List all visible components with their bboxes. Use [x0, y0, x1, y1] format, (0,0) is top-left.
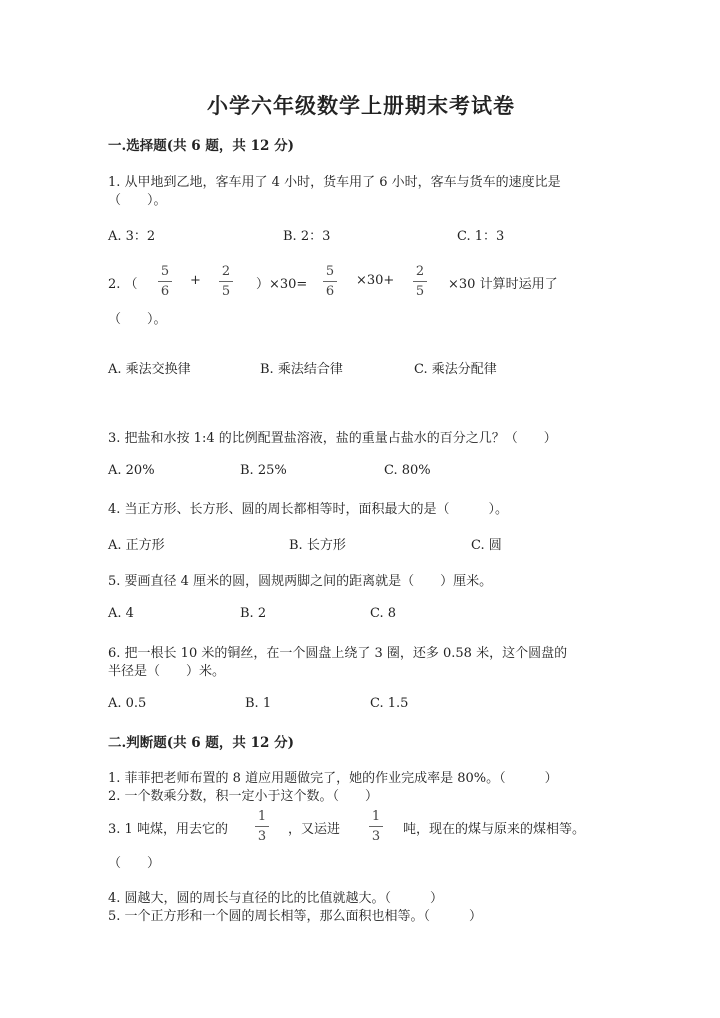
question-5-option-a[interactable]: A. 4 [108, 606, 134, 621]
fraction-bar [413, 281, 427, 282]
question-6-option-c[interactable]: C. 1.5 [370, 696, 409, 711]
fraction-numerator: 2 [221, 264, 231, 279]
page-title: 小学六年级数学上册期末考试卷 [207, 93, 515, 118]
judge-3-fraction-a [251, 809, 273, 844]
judge-3-blank: （ ） [108, 856, 161, 871]
fraction-numerator: 1 [257, 809, 267, 824]
fraction-denominator: 3 [257, 829, 267, 844]
question-3-text: 3. 把盐和水按 1:4 的比例配置盐溶液，盐的重量占盐水的百分之几？（ ） [108, 431, 557, 446]
fraction-numerator: 1 [371, 809, 381, 824]
question-2-option-a[interactable]: A. 乘法交换律 [108, 362, 191, 377]
question-2-blank: （ ）。 [108, 312, 167, 327]
question-3-option-a[interactable]: A. 20% [108, 463, 155, 478]
fraction-denominator: 6 [325, 284, 335, 299]
question-1-blank: （ ）。 [108, 193, 167, 208]
judge-3-fraction-b [365, 809, 387, 844]
fraction-denominator: 3 [371, 829, 381, 844]
question-4-option-c[interactable]: C. 圆 [471, 538, 502, 553]
question-3-option-c[interactable]: C. 80% [384, 463, 431, 478]
question-4-text: 4. 当正方形、长方形、圆的周长都相等时，面积最大的是（ ）。 [108, 502, 509, 517]
question-2-open: 2. （ [108, 277, 138, 292]
question-2-tail: ×30 计算时运用了 [448, 277, 558, 292]
judge-5-text: 5. 一个正方形和一个圆的周长相等，那么面积也相等。（ ） [108, 909, 483, 924]
fraction-numerator: 5 [160, 264, 170, 279]
section-heading-choice: 一.选择题(共 6 题，共 12 分) [108, 138, 294, 154]
question-1-option-a[interactable]: A. 3：2 [108, 229, 156, 244]
question-6-option-b[interactable]: B. 1 [245, 696, 272, 711]
section-heading-judge: 二.判断题(共 6 题，共 12 分) [108, 735, 294, 751]
judge-2-text: 2. 一个数乘分数，积一定小于这个数。（ ） [108, 789, 379, 804]
question-3-option-b[interactable]: B. 25% [240, 463, 287, 478]
judge-4-text: 4. 圆越大，圆的周长与直径的比的比值就越大。（ ） [108, 891, 444, 906]
question-2-plus: + [190, 273, 201, 288]
question-1-option-c[interactable]: C. 1：3 [457, 229, 505, 244]
question-2-option-c[interactable]: C. 乘法分配律 [414, 362, 497, 377]
question-4-option-b[interactable]: B. 长方形 [289, 538, 346, 553]
fraction-bar [323, 281, 337, 282]
question-4-option-a[interactable]: A. 正方形 [108, 538, 165, 553]
fraction-bar [255, 826, 269, 827]
question-1-option-b[interactable]: B. 2：3 [283, 229, 331, 244]
question-6-option-a[interactable]: A. 0.5 [108, 696, 147, 711]
fraction-numerator: 2 [415, 264, 425, 279]
judge-3-start: 3. 1 吨煤，用去它的 [108, 822, 228, 837]
question-2-times-plus: ×30+ [356, 273, 395, 288]
judge-1-text: 1. 菲菲把老师布置的 8 道应用题做完了，她的作业完成率是 80%。（ ） [108, 771, 558, 786]
fraction-denominator: 5 [221, 284, 231, 299]
question-2-close-times: ）×30= [256, 277, 308, 292]
question-5-option-b[interactable]: B. 2 [240, 606, 267, 621]
judge-3-end: 吨，现在的煤与原来的煤相等。 [403, 822, 586, 837]
question-2-fraction-d [409, 264, 431, 299]
fraction-bar [369, 826, 383, 827]
question-1-text: 1. 从甲地到乙地，客车用了 4 小时，货车用了 6 小时，客车与货车的速度比是 [108, 175, 561, 190]
question-5-option-c[interactable]: C. 8 [370, 606, 397, 621]
fraction-denominator: 5 [415, 284, 425, 299]
question-6-text: 6. 把一根长 10 米的铜丝，在一个圆盘上绕了 3 圈，还多 0.58 米，这个圆盘的 [108, 646, 568, 661]
question-2-fraction-b [215, 264, 237, 299]
fraction-denominator: 6 [160, 284, 170, 299]
question-2-fraction-a [154, 264, 176, 299]
judge-3-mid: ，又运进 [288, 822, 341, 837]
fraction-bar [219, 281, 233, 282]
fraction-numerator: 5 [325, 264, 335, 279]
question-5-text: 5. 要画直径 4 厘米的圆，圆规两脚之间的距离就是（ ）厘米。 [108, 574, 493, 589]
question-2-fraction-c [319, 264, 341, 299]
fraction-bar [158, 281, 172, 282]
question-6-text-cont: 半径是（ ）米。 [108, 664, 226, 679]
question-2-option-b[interactable]: B. 乘法结合律 [260, 362, 343, 377]
